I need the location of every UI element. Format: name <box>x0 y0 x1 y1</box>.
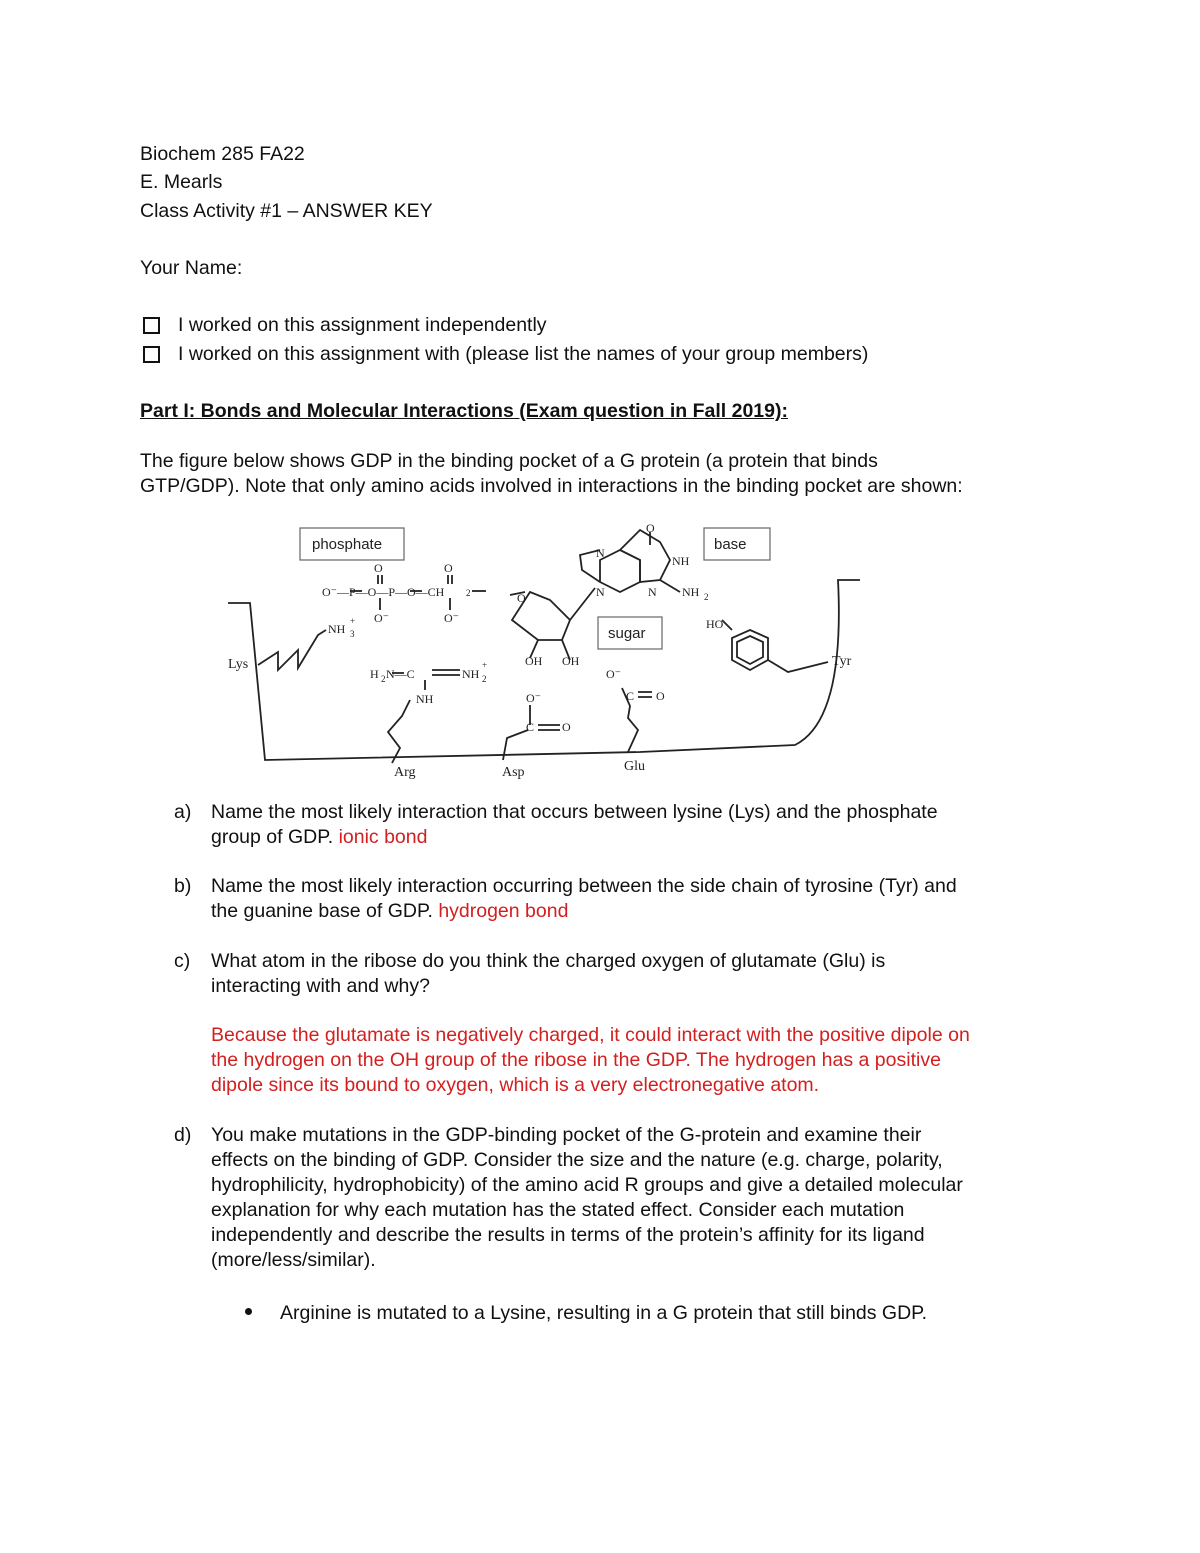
svg-text:2: 2 <box>482 674 487 684</box>
checkbox-group[interactable] <box>143 342 868 367</box>
svg-text:+: + <box>350 616 356 626</box>
question-text: interacting with and why? <box>211 975 430 997</box>
question-label: a) <box>174 801 192 823</box>
answer-text: the hydrogen on the OH group of the ribose in the GDP. The hydrogen has a positive <box>211 1049 941 1071</box>
answer-text: Because the glutamate is negatively charged, it could interact with the positive dipole on <box>211 1024 970 1046</box>
svg-text:NH: NH <box>328 622 346 636</box>
question-text: Name the most likely interaction that occurs between lysine (Lys) and the phosphate <box>211 801 938 823</box>
bullet-text: Arginine is mutated to a Lysine, resulting in a G protein that still binds GDP. <box>280 1302 928 1324</box>
question-text: explanation for why each mutation has the stated effect. Consider each mutation <box>211 1199 905 1221</box>
svg-text:O: O <box>656 689 665 703</box>
svg-text:O: O <box>646 521 655 535</box>
question-text: You make mutations in the GDP-binding pocket of the G-protein and examine their <box>211 1124 922 1146</box>
checkbox-box[interactable] <box>143 346 160 363</box>
answer-text: hydrogen bond <box>438 900 569 922</box>
phosphate-label: phosphate <box>312 536 383 553</box>
svg-text:N: N <box>596 585 605 599</box>
svg-text:3: 3 <box>350 629 355 639</box>
svg-text:O: O <box>517 591 526 605</box>
svg-text:O: O <box>562 720 571 734</box>
svg-text:O: O <box>374 561 383 575</box>
svg-text:N: N <box>596 546 605 560</box>
question-text: Name the most likely interaction occurring between the side chain of tyrosine (Tyr) and <box>211 875 957 897</box>
sugar-label: sugar <box>608 625 646 642</box>
instructor-name: E. Mearls <box>140 171 223 193</box>
svg-text:N—C: N—C <box>386 667 415 681</box>
svg-text:O⁻: O⁻ <box>444 611 459 625</box>
svg-text:NH: NH <box>682 585 700 599</box>
part-title: Part I: Bonds and Molecular Interactions (Exam question in Fall 2019): <box>140 400 788 422</box>
svg-text:NH: NH <box>416 692 434 706</box>
svg-text:2: 2 <box>466 588 471 598</box>
svg-text:H: H <box>370 667 379 681</box>
lys-label: Lys <box>228 657 249 672</box>
tyr-label: Tyr <box>832 654 852 669</box>
svg-text:NH: NH <box>462 667 480 681</box>
intro-line: The figure below shows GDP in the binding pocket of a G protein (a protein that binds <box>140 450 878 472</box>
svg-text:+: + <box>482 660 488 670</box>
activity-title: Class Activity #1 – ANSWER KEY <box>140 200 433 222</box>
answer-text: dipole since its bound to oxygen, which is a very electronegative atom. <box>211 1074 820 1096</box>
checkbox-label: I worked on this assignment independently <box>178 314 547 336</box>
question-text: independently and describe the results in terms of the protein’s affinity for its ligand <box>211 1224 925 1246</box>
intro-line: GTP/GDP). Note that only amino acids involved in interactions in the binding pocket are shown: <box>140 475 963 497</box>
question-text: the guanine base of GDP. <box>211 900 433 922</box>
svg-text:O⁻: O⁻ <box>526 691 541 705</box>
asp-label: Asp <box>502 765 525 780</box>
name-label: Your Name: <box>140 257 243 279</box>
svg-text:O⁻: O⁻ <box>606 667 621 681</box>
question-text: hydrophilicity, hydrophobicity) of the amino acid R groups and give a detailed molecular <box>211 1174 963 1196</box>
question-label: b) <box>174 875 192 897</box>
course-title: Biochem 285 FA22 <box>140 143 305 165</box>
question-text: (more/less/similar). <box>211 1249 376 1271</box>
svg-text:OH: OH <box>562 654 580 668</box>
svg-text:NH: NH <box>672 554 690 568</box>
svg-text:2: 2 <box>704 592 709 602</box>
question-label: c) <box>174 950 191 972</box>
svg-text:C: C <box>626 689 635 703</box>
svg-text:O: O <box>444 561 453 575</box>
glu-label: Glu <box>624 759 645 774</box>
question-label: d) <box>174 1124 192 1146</box>
svg-text:O⁻: O⁻ <box>374 611 389 625</box>
svg-text:OH: OH <box>525 654 543 668</box>
gdp-binding-pocket-figure <box>220 520 880 790</box>
svg-text:N: N <box>648 585 657 599</box>
question-text: effects on the binding of GDP. Consider the size and the nature (e.g. charge, polarity, <box>211 1149 943 1171</box>
base-label: base <box>714 536 747 553</box>
svg-text:O⁻—P—O—P—O—CH: O⁻—P—O—P—O—CH <box>322 585 445 599</box>
checkbox-independent[interactable] <box>143 313 547 338</box>
bullet-item <box>245 1301 927 1326</box>
question-text: What atom in the ribose do you think the charged oxygen of glutamate (Glu) is <box>211 950 886 972</box>
question-text: group of GDP. <box>211 826 334 848</box>
checkbox-label: I worked on this assignment with (please list the names of your group members) <box>178 343 869 365</box>
checkbox-box[interactable] <box>143 317 160 334</box>
arg-label: Arg <box>394 765 416 780</box>
svg-text:HO: HO <box>706 617 724 631</box>
bullet-icon <box>245 1308 252 1315</box>
answer-text: ionic bond <box>338 826 428 848</box>
svg-text:C: C <box>526 720 535 734</box>
svg-text:2: 2 <box>381 674 386 684</box>
